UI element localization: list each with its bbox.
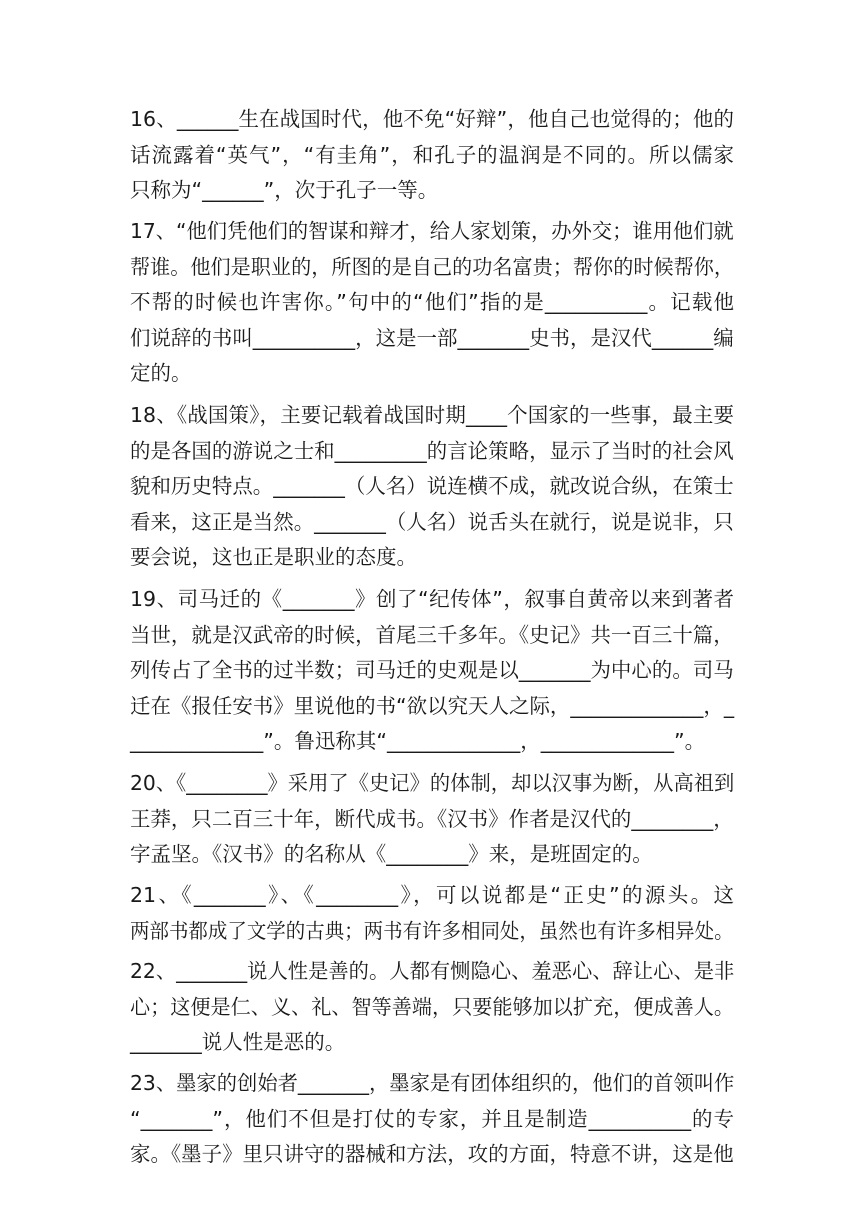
text-line: 的是各国的游说之士和_________的言论策略，显示了当时的社会风: [130, 438, 734, 463]
text-line: 帮谁。他们是职业的，所图的是自己的功名富贵；帮你的时候帮你，: [130, 254, 734, 279]
text-line: _____________”。鲁迅称其“_____________，_____________”。: [130, 729, 706, 753]
text-line: 22、_______说人性是善的。人都有恻隐心、羞恶心、辞让心、是非: [130, 959, 735, 983]
text-line: 看来，这正是当然。_______（人名）说舌头在就行，说是说非，只: [130, 509, 734, 534]
text-line: 心；这便是仁、义、礼、智等善端，只要能够加以扩充，便成善人。: [130, 994, 734, 1019]
text-line: 两部书都成了文学的古典；两书有许多相同处，虽然也有许多相异处。: [130, 918, 734, 943]
text-line: 王莽，只二百三十年，断代成书。《汉书》作者是汉代的________，: [130, 806, 734, 831]
text-line: “_______”，他们不但是打仗的专家，并且是制造__________的专: [130, 1106, 734, 1131]
text-line: 只称为“______”，次于孔子一等。: [130, 178, 439, 202]
text-line: 家。《墨子》里只讲守的器械和方法，攻的方面，特意不讲，这是他: [130, 1142, 734, 1166]
text-line: 貌和历史特点。_______（人名）说连横不成，就改说合纵，在策士: [130, 474, 734, 498]
text-line: 迁在《报任安书》里说他的书“欲以究天人之际，_____________，_: [130, 693, 735, 718]
question-17: [130, 214, 734, 392]
text-line: 18、《战国策》，主要记载着战国时期____个国家的一些事，最主要: [130, 403, 734, 427]
text-line: 们说辞的书叫__________，这是一部_______史书，是汉代______编: [130, 325, 734, 350]
text-line: 列传占了全书的过半数；司马迁的史观是以_______为中心的。司马: [130, 658, 734, 682]
question-23: [130, 1066, 734, 1173]
text-line: 话流露着“英气”，“有圭角”，和孔子的温润是不同的。所以儒家: [130, 142, 734, 167]
text-line: 23、墨家的创始者_______，墨家是有团体组织的，他们的首领叫作: [130, 1071, 735, 1095]
text-line: 20、《________》采用了《史记》的体制，却以汉事为断，从高祖到: [130, 771, 735, 795]
text-line: 要会说，这也正是职业的态度。: [130, 545, 417, 569]
text-line: 当世，就是汉武帝的时候，首尾三千多年。《史记》共一百三十篇，: [130, 622, 734, 647]
question-22: [130, 954, 734, 1061]
question-16: [130, 102, 734, 209]
question-20: [130, 766, 734, 873]
question-18: [130, 398, 734, 576]
text-line: 17、“他们凭他们的智谋和辩才，给人家划策，办外交；谁用他们就: [130, 219, 734, 243]
question-21: [130, 878, 734, 949]
question-19: [130, 582, 734, 760]
text-line: 不帮的时候也许害你。”句中的“他们”指的是__________。记载他: [130, 290, 734, 314]
text-line: 19、司马迁的《_______》创了“纪传体”，叙事自黄帝以来到著者: [130, 587, 734, 611]
text-line: 21、《_______》、《________》，可以说都是“正史”的源头。这: [130, 883, 734, 907]
text-line: 字孟坚。《汉书》的名称从《________》来，是班固定的。: [130, 842, 653, 866]
text-line: 定的。: [130, 361, 192, 385]
text-line: 16、______生在战国时代，他不免“好辩”，他自己也觉得的；他的: [130, 107, 734, 131]
text-line: _______说人性是恶的。: [130, 1030, 346, 1054]
